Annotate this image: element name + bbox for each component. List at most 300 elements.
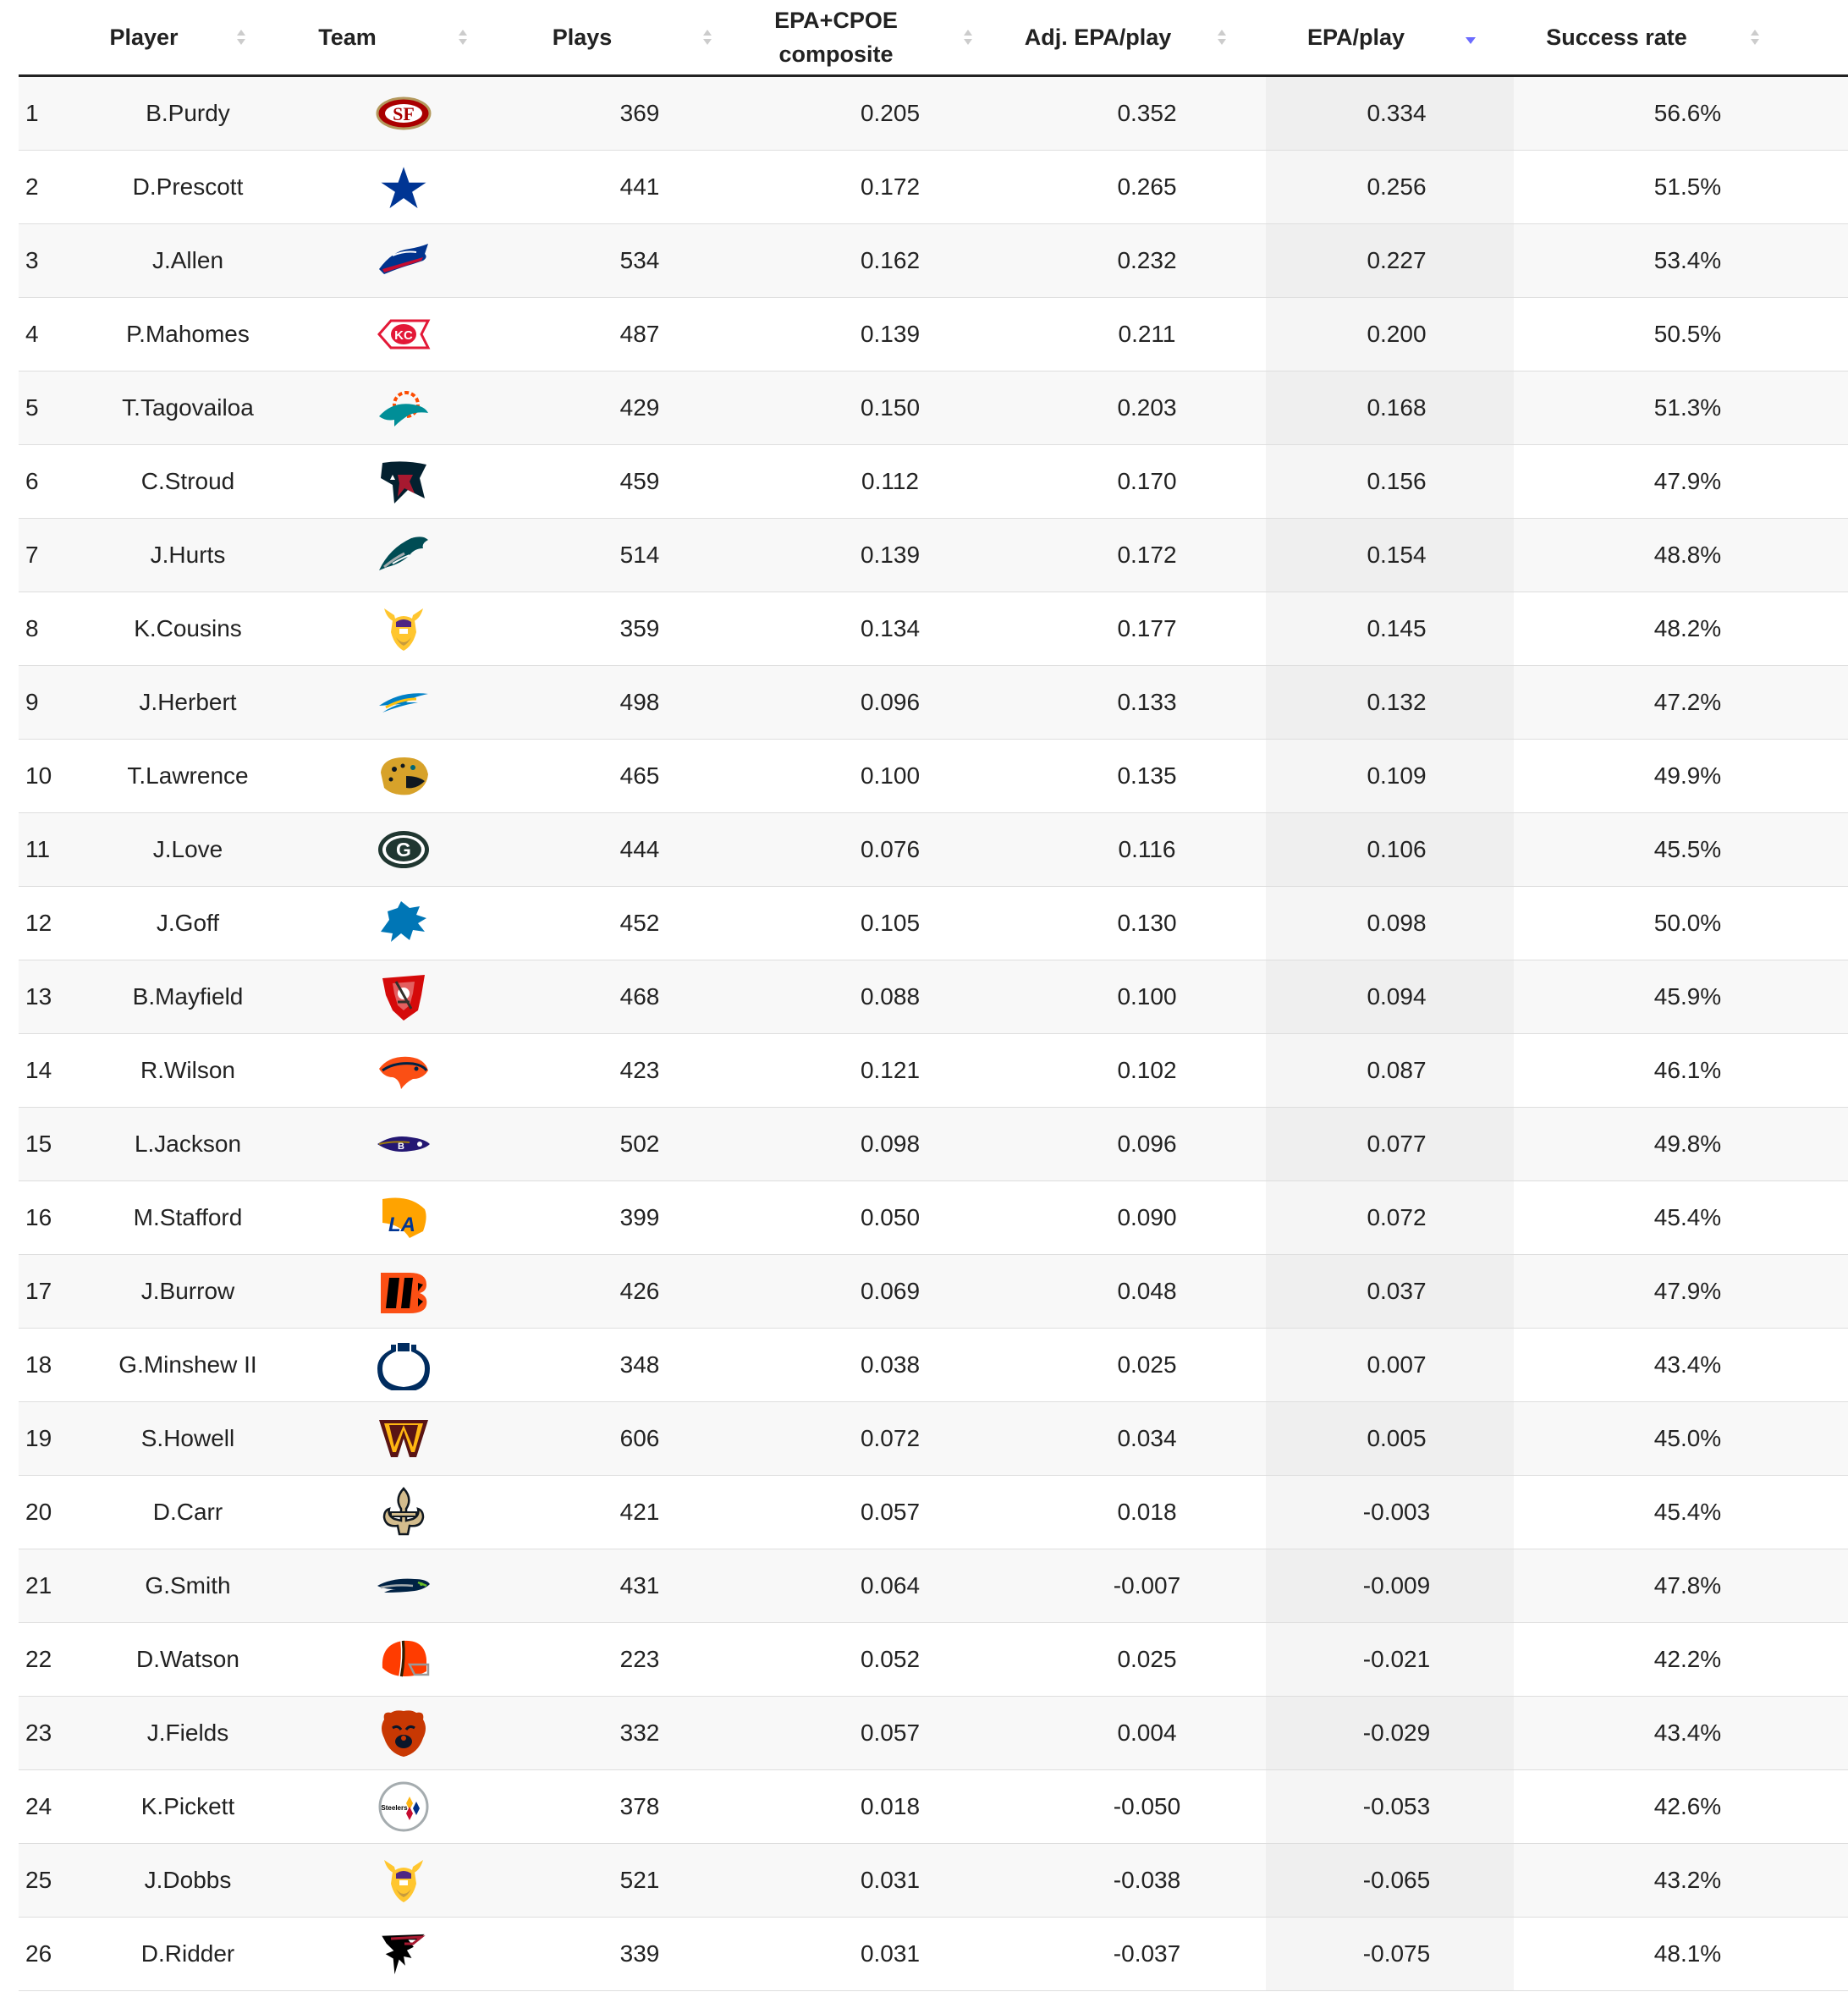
rank-cell: 12: [19, 887, 69, 960]
adj_epa-cell: [1015, 1402, 1266, 1476]
adj_epa-value: 0.025: [1117, 1646, 1177, 1672]
adj_epa-value: 0.265: [1117, 173, 1177, 200]
composite-value: 0.052: [860, 1646, 921, 1672]
success-cell: [1514, 519, 1848, 592]
svg-text:B: B: [397, 1142, 404, 1152]
rank-cell: 24: [19, 1770, 69, 1844]
adj_epa-value: 0.130: [1117, 910, 1177, 936]
success-value: 47.2%: [1653, 689, 1722, 715]
epa-value: -0.065: [1362, 1867, 1431, 1893]
player-value: G.Smith: [145, 1572, 231, 1599]
player-value: B.Purdy: [146, 100, 230, 126]
adj_epa-value: 0.203: [1117, 394, 1177, 421]
success-value: 48.2%: [1653, 615, 1722, 641]
player-cell: [69, 887, 276, 960]
sort-icon[interactable]: [235, 25, 247, 49]
team-cell: [276, 1329, 514, 1402]
column-header-label: Success rate: [1546, 25, 1687, 50]
player-cell: [69, 445, 276, 519]
table-row: [19, 1402, 1848, 1476]
table-row: [19, 1770, 1848, 1844]
composite-value: 0.050: [860, 1204, 921, 1230]
seahawks-logo-icon: [376, 1560, 432, 1611]
success-cell: [1514, 1697, 1848, 1770]
composite-cell: [752, 151, 1015, 224]
epa-cell: [1266, 298, 1514, 371]
team-cell: [276, 519, 514, 592]
epa-cell: [1266, 1181, 1514, 1255]
composite-cell: [752, 1108, 1015, 1181]
table-row: [19, 1034, 1848, 1108]
player-cell: [69, 76, 276, 151]
plays-value: 452: [619, 910, 660, 936]
adj_epa-value: 0.096: [1117, 1131, 1177, 1157]
packers-logo-icon: [376, 824, 432, 875]
epa-value: 0.200: [1367, 321, 1427, 347]
sort-descending-icon[interactable]: [1465, 25, 1477, 49]
adj_epa-value: 0.133: [1117, 689, 1177, 715]
composite-value: 0.150: [860, 394, 921, 421]
column-header-player[interactable]: [69, 0, 276, 76]
adj_epa-cell: [1015, 298, 1266, 371]
chargers-logo-icon: [376, 677, 432, 728]
epa-value: 0.256: [1367, 173, 1427, 200]
browns-logo-icon: [376, 1634, 432, 1685]
team-cell: [276, 1549, 514, 1623]
success-cell: [1514, 445, 1848, 519]
plays-value: 431: [619, 1572, 660, 1599]
epa-value: 0.106: [1367, 836, 1427, 862]
epa-cell: [1266, 371, 1514, 445]
composite-value: 0.031: [860, 1940, 921, 1967]
vikings-logo-icon: [376, 603, 432, 654]
adj_epa-cell: [1015, 666, 1266, 740]
rank-cell: 6: [19, 445, 69, 519]
player-value: J.Dobbs: [144, 1867, 232, 1893]
team-cell: [276, 298, 514, 371]
adj_epa-cell: [1015, 1918, 1266, 1991]
composite-value: 0.076: [860, 836, 921, 862]
adj_epa-cell: [1015, 76, 1266, 151]
epa-value: -0.075: [1362, 1940, 1431, 1967]
plays-cell: [514, 960, 752, 1034]
steelers-logo-icon: [376, 1781, 432, 1832]
epa-value: 0.156: [1367, 468, 1427, 494]
sort-icon[interactable]: [457, 25, 469, 49]
player-cell: [69, 813, 276, 887]
table-row: [19, 1918, 1848, 1991]
composite-cell: [752, 887, 1015, 960]
plays-value: 441: [619, 173, 660, 200]
success-value: 43.4%: [1653, 1720, 1722, 1746]
plays-cell: [514, 887, 752, 960]
svg-text:KC: KC: [393, 328, 413, 343]
composite-cell: [752, 1402, 1015, 1476]
column-header-epa[interactable]: [1266, 0, 1514, 76]
epa-cell: [1266, 1034, 1514, 1108]
leaderboard-table-container: [19, 0, 1848, 1991]
table-row: [19, 1623, 1848, 1697]
rank-cell: 7: [19, 519, 69, 592]
epa-value: 0.077: [1367, 1131, 1427, 1157]
plays-value: 359: [619, 615, 660, 641]
adj_epa-cell: [1015, 887, 1266, 960]
plays-value: 465: [619, 762, 660, 789]
team-cell: [276, 1770, 514, 1844]
column-header-label: EPA/play: [1306, 25, 1405, 50]
composite-cell: [752, 298, 1015, 371]
success-value: 56.6%: [1653, 100, 1722, 126]
adj_epa-value: 0.034: [1117, 1425, 1177, 1451]
plays-cell: [514, 519, 752, 592]
texans-logo-icon: [376, 456, 432, 507]
player-value: K.Pickett: [140, 1793, 235, 1819]
epa-cell: [1266, 1918, 1514, 1991]
success-value: 47.9%: [1653, 468, 1722, 494]
adj_epa-cell: [1015, 1329, 1266, 1402]
adj_epa-value: -0.050: [1113, 1793, 1181, 1819]
rank-cell: 11: [19, 813, 69, 887]
sort-icon[interactable]: [1216, 25, 1228, 49]
epa-value: 0.132: [1367, 689, 1427, 715]
plays-value: 498: [619, 689, 660, 715]
table-row: [19, 224, 1848, 298]
adj_epa-cell: [1015, 1476, 1266, 1549]
team-cell: [276, 960, 514, 1034]
svg-text:SF: SF: [392, 103, 415, 124]
plays-cell: [514, 1844, 752, 1918]
team-cell: [276, 1181, 514, 1255]
player-cell: [69, 1255, 276, 1329]
composite-value: 0.139: [860, 542, 921, 568]
chiefs-logo-icon: [376, 309, 432, 360]
commanders-logo-icon: [376, 1413, 432, 1464]
table-row: [19, 1476, 1848, 1549]
sort-icon[interactable]: [962, 25, 974, 49]
bills-logo-icon: [376, 235, 432, 286]
column-header-rank: [19, 0, 69, 76]
epa-value: 0.007: [1367, 1351, 1427, 1378]
adj_epa-value: 0.177: [1117, 615, 1177, 641]
composite-value: 0.096: [860, 689, 921, 715]
rank-cell: 10: [19, 740, 69, 813]
plays-value: 487: [619, 321, 660, 347]
epa-cell: [1266, 1255, 1514, 1329]
composite-cell: [752, 1476, 1015, 1549]
bengals-logo-icon: [376, 1266, 432, 1317]
epa-cell: [1266, 1329, 1514, 1402]
rank-cell: 8: [19, 592, 69, 666]
player-cell: [69, 1697, 276, 1770]
epa-cell: [1266, 1623, 1514, 1697]
adj_epa-value: 0.211: [1118, 321, 1176, 347]
epa-value: 0.154: [1367, 542, 1427, 568]
plays-value: 423: [619, 1057, 660, 1083]
player-cell: [69, 1329, 276, 1402]
team-cell: [276, 1844, 514, 1918]
table-row: [19, 151, 1848, 224]
composite-value: 0.162: [860, 247, 921, 273]
composite-value: 0.139: [860, 321, 921, 347]
plays-cell: [514, 151, 752, 224]
composite-value: 0.098: [860, 1131, 921, 1157]
player-cell: [69, 371, 276, 445]
player-cell: [69, 1918, 276, 1991]
rank-cell: 4: [19, 298, 69, 371]
table-row: [19, 1108, 1848, 1181]
success-cell: [1514, 1329, 1848, 1402]
saints-logo-icon: [376, 1487, 432, 1538]
epa-cell: [1266, 445, 1514, 519]
success-value: 53.4%: [1653, 247, 1722, 273]
composite-cell: [752, 1329, 1015, 1402]
composite-cell: [752, 1770, 1015, 1844]
plays-cell: [514, 666, 752, 740]
adj_epa-cell: [1015, 519, 1266, 592]
success-value: 42.2%: [1653, 1646, 1722, 1672]
success-value: 43.4%: [1653, 1351, 1722, 1378]
player-cell: [69, 1402, 276, 1476]
table-row: [19, 298, 1848, 371]
epa-cell: [1266, 1549, 1514, 1623]
plays-cell: [514, 1255, 752, 1329]
composite-cell: [752, 76, 1015, 151]
success-cell: [1514, 1918, 1848, 1991]
success-value: 45.9%: [1653, 983, 1722, 1010]
plays-value: 332: [619, 1720, 660, 1746]
player-value: L.Jackson: [134, 1131, 242, 1157]
epa-cell: [1266, 1108, 1514, 1181]
plays-value: 521: [619, 1867, 660, 1893]
team-cell: [276, 887, 514, 960]
table-row: [19, 1181, 1848, 1255]
success-cell: [1514, 224, 1848, 298]
sort-icon[interactable]: [1749, 25, 1761, 49]
composite-value: 0.105: [860, 910, 921, 936]
rank-cell: 3: [19, 224, 69, 298]
rank-cell: 2: [19, 151, 69, 224]
plays-cell: [514, 1918, 752, 1991]
player-cell: [69, 224, 276, 298]
player-value: J.Allen: [151, 247, 224, 273]
success-value: 51.3%: [1653, 394, 1722, 421]
adj_epa-value: 0.116: [1118, 836, 1176, 862]
bears-logo-icon: [376, 1708, 432, 1758]
player-cell: [69, 666, 276, 740]
plays-cell: [514, 1402, 752, 1476]
epa-cell: [1266, 1770, 1514, 1844]
epa-value: 0.109: [1367, 762, 1427, 789]
adj_epa-cell: [1015, 1108, 1266, 1181]
adj_epa-cell: [1015, 592, 1266, 666]
plays-value: 399: [619, 1204, 660, 1230]
adj_epa-value: 0.090: [1117, 1204, 1177, 1230]
composite-cell: [752, 1697, 1015, 1770]
player-value: G.Minshew II: [118, 1351, 257, 1378]
success-value: 51.5%: [1653, 173, 1722, 200]
team-cell: [276, 813, 514, 887]
plays-value: 378: [619, 1793, 660, 1819]
success-cell: [1514, 960, 1848, 1034]
epa-cell: [1266, 887, 1514, 960]
success-cell: [1514, 1549, 1848, 1623]
composite-cell: [752, 813, 1015, 887]
rank-cell: 20: [19, 1476, 69, 1549]
column-header-label: Adj. EPA/play: [1024, 25, 1172, 50]
plays-cell: [514, 1549, 752, 1623]
plays-value: 468: [619, 983, 660, 1010]
dolphins-logo-icon: [376, 382, 432, 433]
player-cell: [69, 298, 276, 371]
plays-cell: [514, 592, 752, 666]
composite-cell: [752, 224, 1015, 298]
success-cell: [1514, 1108, 1848, 1181]
table-row: [19, 1255, 1848, 1329]
adj_epa-value: -0.037: [1113, 1940, 1181, 1967]
player-value: S.Howell: [140, 1425, 235, 1451]
composite-value: 0.069: [860, 1278, 921, 1304]
epa-value: -0.053: [1362, 1793, 1431, 1819]
epa-cell: [1266, 519, 1514, 592]
composite-cell: [752, 666, 1015, 740]
adj_epa-value: -0.007: [1113, 1572, 1181, 1599]
composite-value: 0.205: [860, 100, 921, 126]
team-cell: [276, 151, 514, 224]
player-value: J.Burrow: [140, 1278, 235, 1304]
success-value: 43.2%: [1653, 1867, 1722, 1893]
plays-value: 514: [619, 542, 660, 568]
table-row: [19, 666, 1848, 740]
rank-cell: 17: [19, 1255, 69, 1329]
player-value: J.Hurts: [150, 542, 226, 568]
success-cell: [1514, 1770, 1848, 1844]
plays-cell: [514, 1108, 752, 1181]
success-cell: [1514, 151, 1848, 224]
player-cell: [69, 1108, 276, 1181]
svg-text:G: G: [395, 839, 411, 861]
table-row: [19, 371, 1848, 445]
success-value: 42.6%: [1653, 1793, 1722, 1819]
success-cell: [1514, 1181, 1848, 1255]
epa-value: 0.072: [1367, 1204, 1427, 1230]
player-cell: [69, 1623, 276, 1697]
table-row: [19, 960, 1848, 1034]
success-cell: [1514, 1034, 1848, 1108]
adj_epa-value: 0.232: [1117, 247, 1177, 273]
plays-cell: [514, 1697, 752, 1770]
sort-icon[interactable]: [701, 25, 713, 49]
column-header-success[interactable]: [1514, 0, 1848, 76]
rams-logo-icon: [376, 1192, 432, 1243]
epa-cell: [1266, 1476, 1514, 1549]
broncos-logo-icon: [376, 1045, 432, 1096]
plays-cell: [514, 1770, 752, 1844]
table-row: [19, 1697, 1848, 1770]
adj_epa-cell: [1015, 445, 1266, 519]
success-value: 47.9%: [1653, 1278, 1722, 1304]
column-header-plays[interactable]: [514, 0, 752, 76]
49ers-logo-icon: [376, 88, 432, 139]
success-cell: [1514, 813, 1848, 887]
player-cell: [69, 1770, 276, 1844]
table-row: [19, 1844, 1848, 1918]
plays-value: 444: [619, 836, 660, 862]
composite-cell: [752, 519, 1015, 592]
column-header-team[interactable]: [276, 0, 514, 76]
epa-value: 0.145: [1367, 615, 1427, 641]
column-header-label: EPA+CPOE composite: [774, 8, 898, 67]
plays-value: 534: [619, 247, 660, 273]
player-cell: [69, 1549, 276, 1623]
rank-cell: 21: [19, 1549, 69, 1623]
epa-value: -0.009: [1362, 1572, 1431, 1599]
player-cell: [69, 592, 276, 666]
rank-cell: 22: [19, 1623, 69, 1697]
plays-cell: [514, 224, 752, 298]
rank-cell: 26: [19, 1918, 69, 1991]
rank-cell: 13: [19, 960, 69, 1034]
player-cell: [69, 519, 276, 592]
epa-value: -0.003: [1362, 1499, 1431, 1525]
player-cell: [69, 740, 276, 813]
epa-value: -0.029: [1362, 1720, 1431, 1746]
success-cell: [1514, 76, 1848, 151]
epa-cell: [1266, 813, 1514, 887]
adj_epa-value: 0.135: [1117, 762, 1177, 789]
player-cell: [69, 151, 276, 224]
rank-cell: 1: [19, 76, 69, 151]
composite-value: 0.121: [860, 1057, 921, 1083]
column-header-adj_epa[interactable]: [1015, 0, 1266, 76]
composite-cell: [752, 1255, 1015, 1329]
epa-value: 0.087: [1367, 1057, 1427, 1083]
epa-value: 0.334: [1367, 100, 1427, 126]
player-value: D.Watson: [136, 1646, 239, 1672]
rank-cell: 16: [19, 1181, 69, 1255]
adj_epa-cell: [1015, 1034, 1266, 1108]
epa-value: -0.021: [1362, 1646, 1431, 1672]
plays-cell: [514, 1034, 752, 1108]
adj_epa-cell: [1015, 1697, 1266, 1770]
epa-value: 0.094: [1367, 983, 1427, 1010]
epa-cell: [1266, 224, 1514, 298]
adj_epa-value: 0.102: [1117, 1057, 1177, 1083]
epa-cell: [1266, 1402, 1514, 1476]
adj_epa-cell: [1015, 813, 1266, 887]
plays-cell: [514, 298, 752, 371]
adj_epa-cell: [1015, 224, 1266, 298]
column-header-composite[interactable]: [752, 0, 1015, 76]
table-row: [19, 76, 1848, 151]
team-cell: [276, 1255, 514, 1329]
table-row: [19, 445, 1848, 519]
column-header-label: Plays: [552, 25, 613, 50]
vikings-logo-icon: [376, 1855, 432, 1906]
adj_epa-value: 0.170: [1117, 468, 1177, 494]
success-value: 45.4%: [1653, 1204, 1722, 1230]
adj_epa-cell: [1015, 960, 1266, 1034]
composite-value: 0.057: [860, 1720, 921, 1746]
epa-value: 0.037: [1367, 1278, 1427, 1304]
composite-cell: [752, 371, 1015, 445]
table-body: [19, 76, 1848, 1991]
player-value: J.Fields: [146, 1720, 229, 1746]
player-value: J.Herbert: [139, 689, 237, 715]
composite-value: 0.018: [860, 1793, 921, 1819]
epa-cell: [1266, 960, 1514, 1034]
table-header-row: [19, 0, 1848, 76]
composite-value: 0.100: [860, 762, 921, 789]
